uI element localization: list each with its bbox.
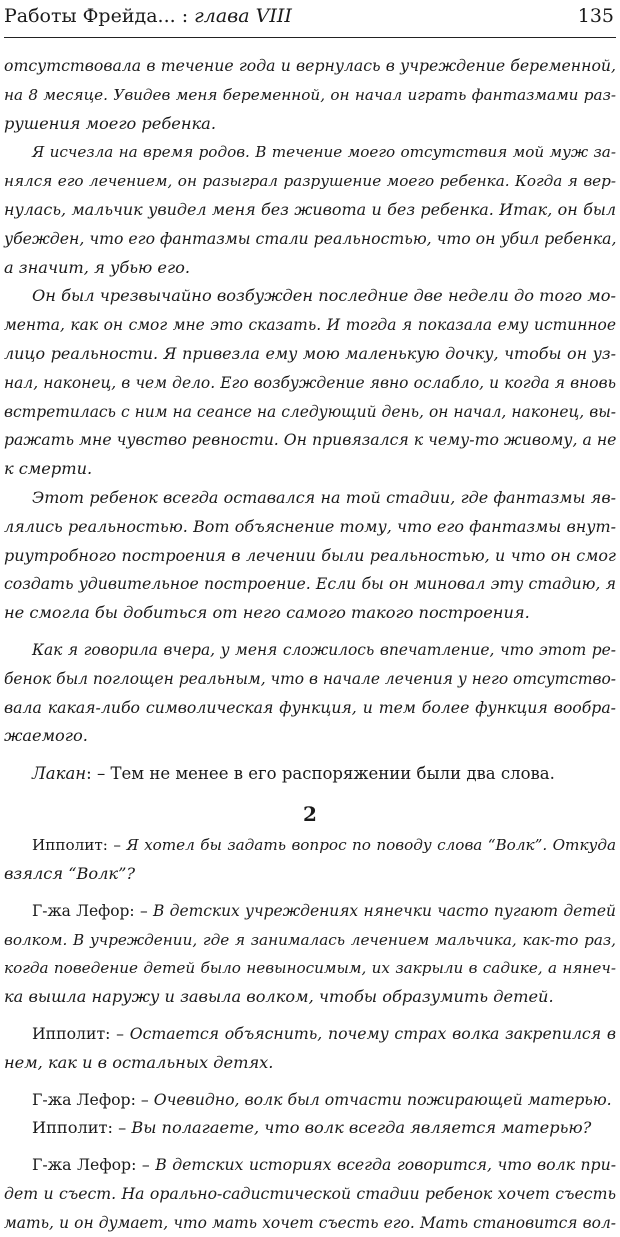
- speech-text: Вы полагаете, что волк всегда является матерью?: [131, 1118, 592, 1138]
- text-line: лицо реальности. Я привезла ему мою маленькую дочку, чтобы он уз-: [4, 343, 616, 363]
- running-title-plain: Работы Фрейда... :: [4, 5, 195, 27]
- text-line: волком. В учреждении, где я занималась лечением мальчика, как-то раз,: [4, 930, 616, 949]
- speaker-name: Ипполит: –: [32, 1023, 130, 1043]
- lacan-remark: [4, 759, 616, 789]
- speaker-name: Ипполит: –: [32, 836, 127, 855]
- paragraph-gap: [4, 789, 616, 797]
- dialogue-6: [4, 1151, 616, 1237]
- text-line: Этот ребенок всегда оставался на той стадии, где фантазмы яв-: [32, 487, 616, 507]
- paragraph-gap: [4, 1078, 616, 1086]
- section-number: 2: [303, 802, 317, 827]
- lacan-speaker: Лакан: [32, 764, 87, 784]
- text-line: Как я говорила вчера, у меня сложилось впечатление, что этот ре-: [32, 640, 616, 659]
- speech-text: В детских учреждениях нянечки часто пугают детей: [153, 901, 617, 920]
- text-line: нем, как и в остальных детях.: [4, 1052, 274, 1072]
- text-line: лялись реальностью. Вот объяснение тому, что его фантазмы внут-: [4, 516, 616, 536]
- running-title: [4, 3, 292, 29]
- paragraph-5: [4, 636, 616, 751]
- dialogue-1: [4, 831, 616, 889]
- speech-text: Очевидно, волк был отчасти пожирающей матерью.: [153, 1089, 612, 1109]
- text-line: встретилась с ним на сеансе на следующий день, он начал, наконец, вы-: [4, 402, 616, 421]
- page-number: 135: [577, 5, 614, 27]
- paragraph-gap: [4, 628, 616, 636]
- dialogue-line: [4, 1086, 616, 1115]
- paragraph-2: [4, 138, 616, 282]
- text-line: нялся его лечением, он разыграл разрушение моего ребенка. Когда я вер-: [4, 172, 616, 191]
- running-title-chapter: глава VIII: [194, 5, 292, 27]
- speaker-name: Г-жа Лефор: –: [32, 1089, 154, 1109]
- text-line: жаемого.: [4, 726, 88, 746]
- text-line: убежден, что его фантазмы стали реальностью, что он убил ребенка,: [4, 228, 617, 248]
- text-line: на 8 месяце. Увидев меня беременной, он начал играть фантазмами раз-: [4, 85, 616, 104]
- paragraph-gap: [4, 1012, 616, 1020]
- paragraph-1: [4, 52, 616, 138]
- dialogue-line: [4, 1114, 616, 1143]
- text-line: нал, наконец, в чем дело. Его возбуждение явно ослабло, и когда я вновь: [4, 373, 616, 392]
- speech-text: Я хотел бы задать вопрос по поводу слова “Волк”. Откуда: [126, 836, 616, 855]
- text-line: а значит, я убью его.: [4, 257, 191, 277]
- text-line: вала какая-либо символическая функция, и тем более функция вообра-: [4, 697, 616, 717]
- paragraph-gap: [4, 889, 616, 897]
- text-line: ражать мне чувство ревности. Он привязался к чему-то живому, а не: [4, 430, 617, 450]
- dialogue-4: [4, 1086, 616, 1115]
- paragraph-gap: [4, 1143, 616, 1151]
- paragraph-4: [4, 484, 616, 628]
- text-line: создать удивительное построение. Если бы он миновал эту стадию, я: [4, 574, 616, 594]
- text-line: Я исчезла на время родов. В течение моего отсутствия мой муж за-: [32, 143, 616, 162]
- text-line: отсутствовала в течение года и вернулась в учреждение беременной,: [4, 56, 616, 75]
- speaker-name: Ипполит: –: [32, 1118, 132, 1138]
- dialogue-2: [4, 897, 616, 1012]
- speech-text: Остается объяснить, почему страх волка закрепился в: [129, 1023, 616, 1043]
- body-text: [4, 52, 616, 1237]
- text-line: дет и съест. На орально-садистической стадии ребенок хочет съесть: [4, 1183, 616, 1203]
- paragraph-gap: [4, 751, 616, 759]
- text-line: мать, и он думает, что мать хочет съесть его. Мать становится вол-: [4, 1213, 616, 1232]
- speaker-name: Г-жа Лефор: –: [32, 1155, 156, 1175]
- speaker-name: Г-жа Лефор: –: [32, 901, 153, 920]
- dialogue-line: [4, 1151, 616, 1180]
- dialogue-line: [4, 1020, 616, 1049]
- text-line: Он был чрезвычайно возбужден последние две недели до того мо-: [32, 286, 616, 306]
- speech-text: В детских историях всегда говорится, что волк при-: [155, 1155, 616, 1175]
- text-line: мента, как он смог мне это сказать. И тогда я показала ему истинное: [4, 316, 616, 335]
- text-line: ка вышла наружу и завыла волком, чтобы образумить детей.: [4, 987, 554, 1007]
- page-header: [4, 3, 616, 29]
- paragraph-3: [4, 282, 616, 484]
- text-line: бенок был поглощен реальным, что в начале лечения у него отсутство-: [4, 669, 616, 688]
- text-line: нулась, мальчик увидел меня без живота и без ребенка. Итак, он был: [4, 199, 616, 219]
- text-line: не смогла бы добиться от него самого такого построения.: [4, 603, 530, 623]
- text-line: когда поведение детей было невыносимым, их закрыли в садике, а нянеч-: [4, 959, 616, 978]
- text-line: рушения моего ребенка.: [4, 113, 216, 133]
- dialogue-3: [4, 1020, 616, 1078]
- dialogue-line: [4, 897, 616, 926]
- dialogue-5: [4, 1114, 616, 1143]
- lacan-text: : – Тем не менее в его распоряжении были два слова.: [86, 764, 555, 784]
- text-line: риутробного построения в лечении были реальностью, и что он смог: [4, 545, 616, 565]
- book-page: [4, 0, 617, 1232]
- header-rule: [4, 37, 616, 38]
- text-line: к смерти.: [4, 459, 93, 479]
- text-line: взялся “Волк”?: [4, 863, 136, 883]
- dialogue-line: [4, 831, 616, 860]
